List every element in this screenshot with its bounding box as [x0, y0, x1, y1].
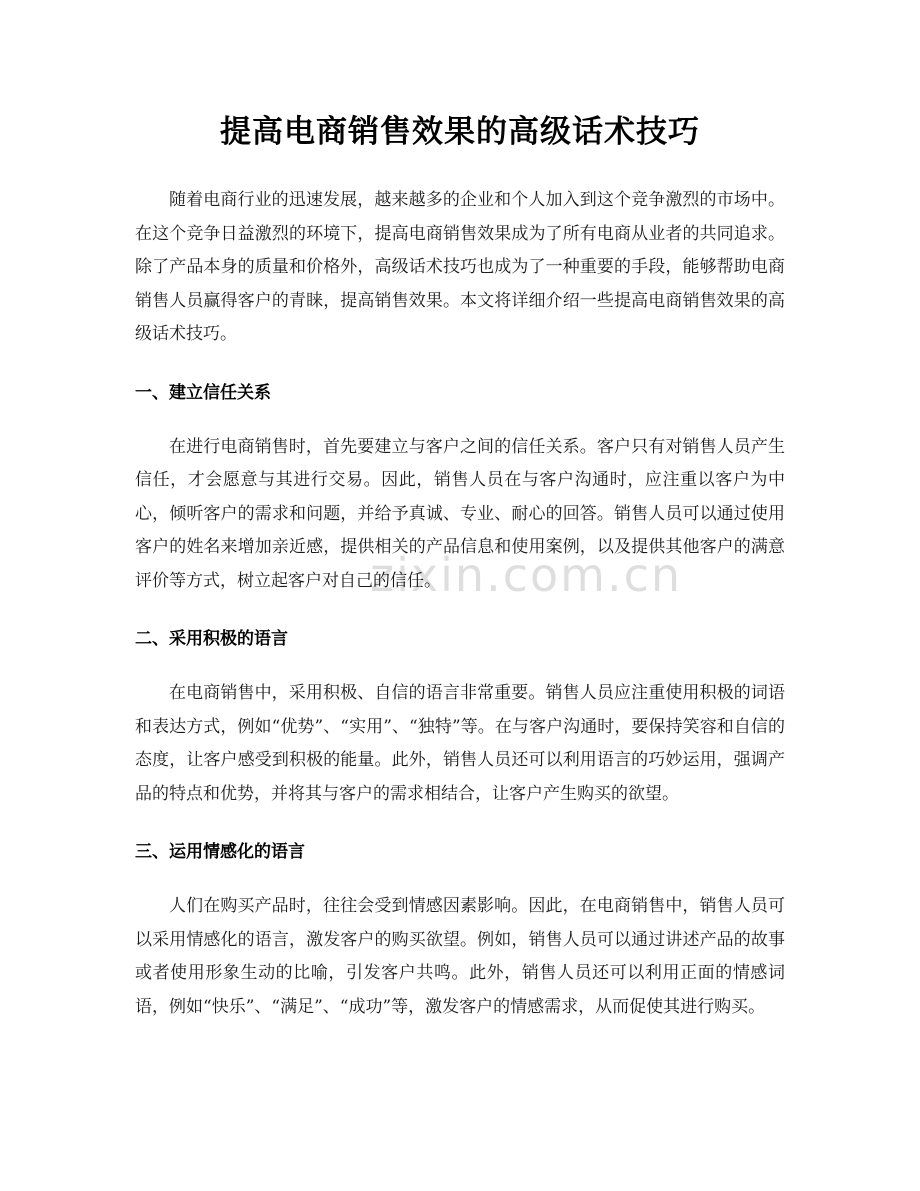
document-title: 提高电商销售效果的高级话术技巧 [220, 114, 700, 150]
intro-paragraph: 随着电商行业的迅速发展，越来越多的企业和个人加入到这个竞争激烈的市场中。在这个竞争日益激烈的环境下，提高电商销售效果成为了所有电商从业者的共同追求。除了产品本身的质量和价格外，高级话术技巧也成为了一种重要的手段，能够帮助电商销售人员赢得客户的青睐，提高销售效果。本文将详细介绍一些提高电商销售效果的高级话术技巧。 [135, 190, 785, 344]
watermark: zixin.com.cn [370, 548, 683, 602]
section-heading-2: 二、采用积极的语言 [135, 629, 288, 649]
section-heading-3: 三、运用情感化的语言 [135, 842, 305, 862]
section-body-1: 在进行电商销售时，首先要建立与客户之间的信任关系。客户只有对销售人员产生信任，才会愿意与其进行交易。因此，销售人员在与客户沟通时，应注重以客户为中心，倾听客户的需求和问题，并给予真诚、专业、耐心的回答。销售人员可以通过使用客户的姓名来增加亲近感，提供相关的产品信息和使用案例，以及提供其他客户的满意评价等方式，树立起客户对自己的信任。 [135, 436, 785, 591]
section-body-3: 人们在购买产品时，往往会受到情感因素影响。因此，在电商销售中，销售人员可以采用情感化的语言，激发客户的购买欲望。例如，销售人员可以通过讲述产品的故事或者使用形象生动的比喻，引发客户共鸣。此外，销售人员还可以利用正面的情感词语，例如“快乐”、“满足”、“成功”等，激发客户的情感需求，从而促使其进行购买。 [135, 896, 785, 1017]
section-heading-1: 一、建立信任关系 [135, 382, 271, 403]
section-body-2: 在电商销售中，采用积极、自信的语言非常重要。销售人员应注重使用积极的词语和表达方式，例如“优势”、“实用”、“独特”等。在与客户沟通时，要保持笑容和自信的态度，让客户感受到积极的能量。此外，销售人员还可以利用语言的巧妙运用，强调产品的特点和优势，并将其与客户的需求相结合，让客户产生购买的欲望。 [135, 683, 785, 804]
